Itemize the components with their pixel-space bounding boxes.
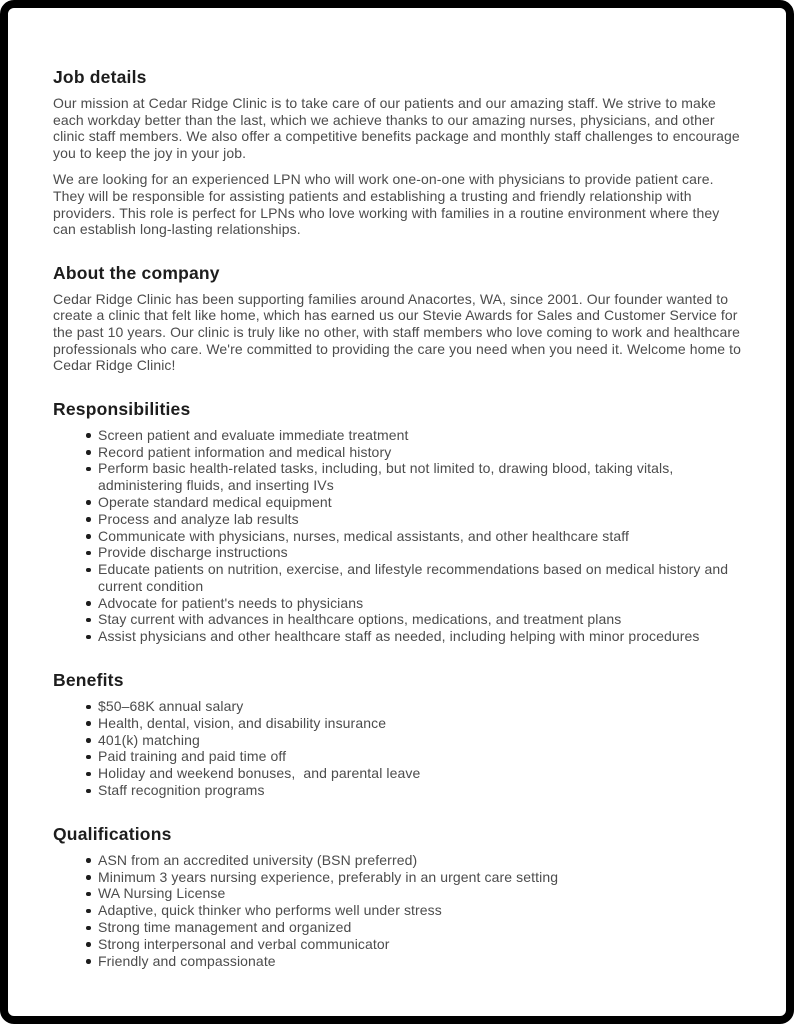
section-heading-benefits: Benefits (53, 670, 124, 691)
paragraph: Our mission at Cedar Ridge Clinic is to take care of our patients and our amazing staff. We strive to make each workday better than the last, which we achieve thanks to our amazing nurses, physicians, and other clinic staff members. We also offer a competitive benefits package and monthly staff challenges to encourage you to keep the joy in your job. (53, 95, 740, 161)
list-item: Operate standard medical equipment (85, 494, 745, 511)
list-item: Assist physicians and other healthcare staff as needed, including helping with minor procedures (85, 628, 745, 645)
section-about-the-company (53, 262, 745, 374)
section-heading-qualifications: Qualifications (53, 823, 172, 844)
list-item: Advocate for patient's needs to physicians (85, 595, 745, 612)
section-heading-job-details: Job details (53, 67, 147, 87)
list-item: Staff recognition programs (85, 782, 745, 799)
list-item: Paid training and paid time off (85, 748, 745, 765)
list-item: WA Nursing License (85, 885, 745, 902)
section-qualifications (53, 823, 745, 970)
list-item: Strong time management and organized (85, 919, 745, 936)
list-item: Provide discharge instructions (85, 544, 745, 561)
list-item: ASN from an accredited university (BSN preferred) (85, 852, 745, 869)
bullet-list (53, 427, 745, 645)
list-item: Health, dental, vision, and disability insurance (85, 715, 745, 732)
list-item: 401(k) matching (85, 732, 745, 749)
section-heading-responsibilities: Responsibilities (53, 398, 191, 419)
list-item: Perform basic health-related tasks, including, but not limited to, drawing blood, taking vitals, administering fluids, and inserting IVs (85, 460, 745, 494)
section-responsibilities (53, 398, 745, 645)
bullet-list (53, 852, 745, 970)
list-item: Minimum 3 years nursing experience, preferably in an urgent care setting (85, 869, 745, 886)
paragraph: Cedar Ridge Clinic has been supporting families around Anacortes, WA, since 2001. Our founder wanted to create a clinic that felt like home, which has earned us our Stevie Awards for Sales and Customer Service for the past 10 years. Our clinic is truly like no other, with staff members who love coming to work and healthcare professionals who care. We're committed to providing the care you need when you need it. Welcome home to Cedar Ridge Clinic! (53, 290, 742, 374)
list-item: Strong interpersonal and verbal communicator (85, 936, 745, 953)
paragraph: We are looking for an experienced LPN who will work one-on-one with physicians to provide patient care. They will be responsible for assisting patients and establishing a trusting and friendly relationship with providers. This role is perfect for LPNs who love working with families in a routine environment where they can establish long-lasting relationships. (53, 171, 720, 238)
list-item: Record patient information and medical history (85, 444, 745, 461)
list-item: Friendly and compassionate (85, 953, 745, 970)
section-benefits (53, 669, 745, 799)
list-item: Communicate with physicians, nurses, medical assistants, and other healthcare staff (85, 528, 745, 545)
list-item: Adaptive, quick thinker who performs well under stress (85, 902, 745, 919)
list-item: Process and analyze lab results (85, 511, 745, 528)
bullet-list (53, 698, 745, 799)
section-job-details (53, 66, 745, 238)
section-heading-about-the-company: About the company (53, 262, 220, 283)
list-item: Screen patient and evaluate immediate treatment (85, 427, 745, 444)
list-item: Stay current with advances in healthcare options, medications, and treatment plans (85, 611, 745, 628)
list-item: $50–68K annual salary (85, 698, 745, 715)
document-page (8, 8, 786, 1016)
list-item: Holiday and weekend bonuses, and parental leave (85, 765, 745, 782)
list-item: Educate patients on nutrition, exercise, and lifestyle recommendations based on medical history and current condition (85, 561, 745, 595)
